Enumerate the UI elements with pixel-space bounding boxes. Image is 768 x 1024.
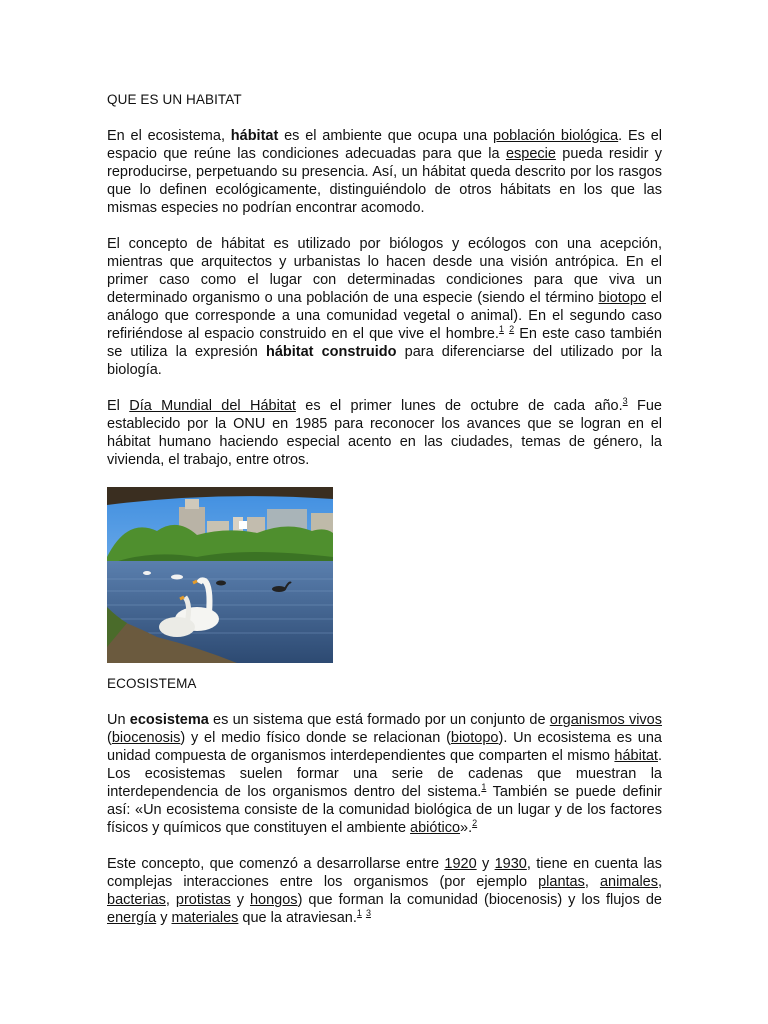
bold-term: hábitat construido	[265, 344, 397, 360]
text: Un	[107, 712, 130, 728]
text: ). Un ecosistema es una unidad compuesta de organismos interdependientes que comparten el mismo	[107, 730, 662, 764]
footnote-link[interactable]: 3	[365, 908, 371, 919]
text: El concepto de hábitat es utilizado por biólogos y ecólogos con una acepción, mientras que arquitectos y urbanistas lo hacen desde una visión antrópica. En el primer caso como el lugar con determinadas condiciones para que viva un determinado organismo o una población de una especie (siendo el término	[107, 236, 662, 306]
bold-term: hábitat	[230, 128, 279, 144]
link-biotopo[interactable]: biotopo	[450, 730, 499, 746]
paragraph-habitat-concept	[107, 235, 662, 379]
document-body	[107, 91, 662, 945]
text: ,	[657, 874, 663, 890]
link-dia-mundial-habitat[interactable]: Día Mundial del Hábitat	[129, 398, 296, 414]
text: es un sistema que está formado por un conjunto de	[208, 712, 550, 728]
text: es el ambiente que ocupa una	[278, 128, 494, 144]
link-poblacion-biologica[interactable]: población biológica	[493, 128, 619, 144]
footnote-ref	[357, 908, 362, 918]
text: y	[156, 910, 172, 926]
text: Este concepto, que comenzó a desarrollarse entre	[107, 856, 445, 872]
link-especie[interactable]: especie	[505, 146, 556, 162]
link-habitat[interactable]: hábitat	[614, 748, 658, 764]
text: . Es el espacio que reúne las condiciones adecuadas para que la	[107, 128, 663, 162]
text: ) y el medio físico donde se relacionan (	[180, 730, 451, 746]
text: el análogo que corresponde a una comunidad vegetal o animal). En el segundo caso refiriéndose al espacio construido en el que vive el hombre.	[107, 290, 662, 342]
text: y	[230, 892, 250, 908]
section-heading-habitat: QUE ES UN HABITAT	[107, 92, 242, 107]
lake-geese-photo	[107, 487, 333, 663]
photo-illustration	[107, 487, 333, 663]
link-organismos-vivos[interactable]: organismos vivos	[549, 712, 662, 728]
text: pueda residir y reproducirse, perpetuando su presencia. Así, un hábitat queda descrito por los rasgos que lo definen ecológicamente, distinguiéndolo de otros hábitats en los que las mismas especies no podrían encontrar acomodo.	[107, 146, 663, 216]
text: ,	[165, 892, 176, 908]
link-materiales[interactable]: materiales	[171, 910, 239, 926]
text: ) que forman la comunidad (biocenosis) y los flujos de	[297, 892, 662, 908]
paragraph-dia-mundial	[107, 397, 662, 469]
link-abiotico[interactable]: abiótico	[410, 820, 461, 836]
link-plantas[interactable]: plantas	[538, 874, 585, 890]
text: para diferenciarse del utilizado por la biología.	[107, 344, 662, 378]
paragraph-habitat-definition	[107, 127, 662, 217]
text: ,	[584, 874, 600, 890]
text: (	[107, 730, 112, 746]
text: y	[476, 856, 495, 872]
text: En este caso también se utiliza la expresión	[107, 326, 662, 360]
link-animales[interactable]: animales	[599, 874, 658, 890]
paragraph-ecosistema-concept	[107, 855, 662, 927]
footnote-link[interactable]: 3	[622, 396, 628, 407]
text: que la atraviesan.	[238, 910, 357, 926]
text: También se puede definir así: «Un ecosistema consiste de la comunidad biológica de un lugar y de los factores físicos y químicos que constituyen el ambiente	[107, 784, 662, 836]
footnote-link[interactable]: 1	[498, 324, 504, 335]
text: . Los ecosistemas suelen formar una serie de cadenas que muestran la interdependencia de los organismos dentro del sistema.	[107, 748, 662, 800]
bold-term: ecosistema	[129, 712, 209, 728]
link-hongos[interactable]: hongos	[249, 892, 298, 908]
footnote-link[interactable]: 1	[356, 908, 362, 919]
link-protistas[interactable]: protistas	[175, 892, 231, 908]
link-bacterias[interactable]: bacterias	[107, 892, 166, 908]
text: , tiene en cuenta las complejas interacciones entre los organismos (por ejemplo	[107, 856, 662, 890]
text: ».	[460, 820, 473, 836]
text: es el primer lunes de octubre de cada año.	[295, 398, 623, 414]
footnote-link[interactable]: 2	[509, 324, 515, 335]
footnote-link[interactable]: 2	[472, 818, 478, 829]
link-biocenosis[interactable]: biocenosis	[111, 730, 181, 746]
footnote-ref	[499, 324, 504, 334]
paragraph-ecosistema-definition	[107, 711, 662, 837]
text: En el ecosistema,	[107, 128, 231, 144]
link-1930[interactable]: 1930	[494, 856, 527, 872]
text: Fue establecido por la ONU en 1985 para reconocer los avances que se logran en el hábitat humano haciendo especial acento en las ciudades, temas de género, la vivienda, el trabajo, entre otros.	[107, 398, 663, 468]
link-energia[interactable]: energía	[107, 910, 157, 926]
footnote-link[interactable]: 1	[481, 782, 487, 793]
footnote-ref	[472, 818, 477, 828]
section-heading-ecosistema: ECOSISTEMA	[107, 676, 197, 691]
link-biotopo[interactable]: biotopo	[598, 290, 647, 306]
link-1920[interactable]: 1920	[444, 856, 477, 872]
footnote-ref	[366, 908, 371, 918]
text: El	[107, 398, 130, 414]
